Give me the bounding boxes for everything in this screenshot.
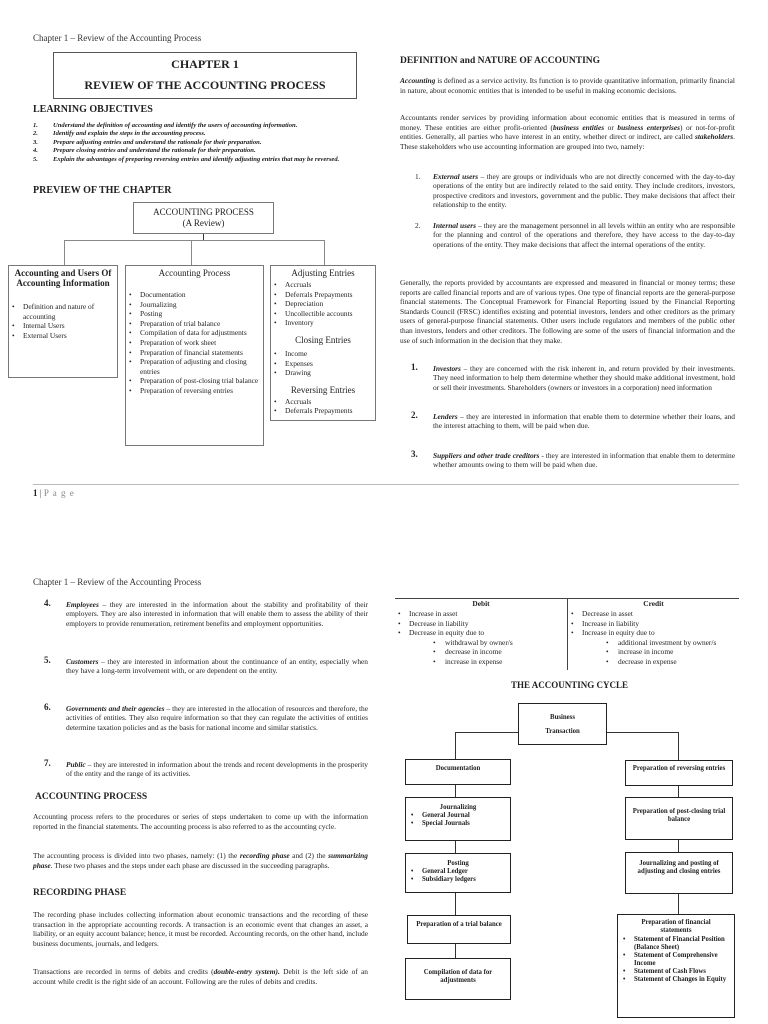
cycle-business-transaction: Business Transaction — [518, 703, 607, 745]
rule-subitem: • increase in expense — [395, 657, 567, 667]
chart-col-process-title: Accounting Process — [158, 268, 231, 278]
chart-item: • Accruals — [271, 397, 375, 407]
chart-item: • External Users — [9, 331, 117, 341]
cycle-financial-statements: Preparation of financial statements • Statement of Financial Position (Balance Sheet) • Statement of Comprehensive Income • Statement of Cash Flows • Statement of Changes in Equity — [617, 914, 735, 1018]
rule-item: • Decrease in asset — [568, 609, 739, 619]
cycle-reversing: Preparation of reversing entries — [625, 760, 733, 786]
cycle-connector — [455, 944, 456, 958]
user-group-item: 1. External users – they are groups or individuals who are not directly concerned with the day-to-day operations of the entity but are indirectly related to the said entity. They include creditors, investors, prospective creditors and investors, government and the public. They make decisions that affect their relationship to the entity. — [415, 172, 735, 210]
chart-col-entries — [270, 265, 376, 421]
user-item: 5. Customers – they are interested in information about the continuance of an entity, especially when they have a long-term involvement with, or are dependent on the entity. — [44, 655, 368, 676]
chart-col-reversing-title: Reversing Entries — [290, 384, 356, 395]
cycle-post-closing: Preparation of post-closing trial balance — [625, 797, 733, 840]
entities-paragraph: Accountants render services by providing information about economic entities that is measured in terms of money. These entities are either profit-oriented (business entities or business enterprises) or not-for-profit entities. Generally, all parties who have interest in an entity, whether direct or indirect, are called stakeholders. These stakeholders who use accounting information are grouped into two, namely: — [400, 113, 735, 151]
objectives-list — [33, 122, 369, 164]
chart-col-process-list — [126, 290, 263, 396]
chart-item: • Inventory — [271, 318, 375, 328]
phases-paragraph: The accounting process is divided into two phases, namely: (1) the recording phase and (2) the summarizing phase. These two phases and the steps under each phase are discussed in the succeeding paragraphs. — [33, 851, 368, 870]
cycle-posting: Posting • General Ledger • Subsidiary ledgers — [405, 853, 511, 893]
cycle-connector — [678, 894, 679, 914]
cycle-sub-item: • Statement of Changes in Equity — [618, 976, 734, 984]
chart-connector — [191, 240, 192, 265]
objective-item: 5. Explain the advantages of preparing reversing entries and identify adjusting entries that may be reversed. — [33, 155, 340, 163]
chart-item: • Preparation of work sheet — [126, 338, 263, 348]
preview-title: PREVIEW OF THE CHAPTER — [33, 185, 172, 196]
user-item: 3. Suppliers and other trade creditors - they are interested in information that enable them to determine whether amounts owing to them will be paid when due. — [411, 449, 735, 470]
chart-connector — [324, 240, 325, 265]
rule-item: • Increase in equity due to — [568, 628, 739, 638]
chart-item: • Documentation — [126, 290, 263, 300]
cycle-connector — [455, 732, 518, 733]
chart-item: • Depreciation — [271, 299, 375, 309]
chart-connector — [64, 240, 65, 265]
chart-root-sublabel: (A Review) — [182, 218, 225, 228]
debit-list — [395, 609, 567, 667]
running-head: Chapter 1 – Review of the Accounting Process — [33, 577, 202, 587]
cycle-trial-balance: Preparation of a trial balance — [407, 915, 511, 944]
chart-item: • Preparation of post-closing trial balance — [126, 376, 263, 386]
cycle-connector — [607, 732, 678, 733]
cycle-sub-item: • Statement of Financial Position (Balance Sheet) — [618, 936, 734, 952]
cycle-connector — [678, 732, 679, 760]
rule-subitem: • decrease in income — [395, 647, 567, 657]
cycle-connector — [455, 841, 456, 853]
credit-header: Credit — [643, 599, 664, 608]
chart-item: • Deferrals Prepayments — [271, 406, 375, 416]
accounting-process-paragraph: Accounting process refers to the procedures or series of steps undertaken to come up with the information reported in the financial statements. The accounting process is also referred to as the accounting cycle. — [33, 812, 368, 831]
user-item: 4. Employees – they are interested in the information about the stability and profitability of their employers. They are also interested in information that will enable them to assess the ability of their employers to provide renumeration, retirement benefits and employment opportunities. — [44, 598, 368, 628]
definition-paragraph: Accounting is defined as a service activity. Its function is to provide quantitative information, primarily financial in nature, about economic entities that is intended to be useful in making economic decisions. — [400, 76, 735, 95]
cycle-sub-item: • Special Journals — [406, 820, 510, 828]
chart-item: • Posting — [126, 309, 263, 319]
chart-connector — [64, 240, 324, 241]
chart-col-closing-title: Closing Entries — [295, 334, 351, 345]
cycle-sub-item: • General Journal — [406, 812, 510, 820]
recording-phase-title: RECORDING PHASE — [33, 888, 127, 898]
chart-item: • Preparation of trial balance — [126, 319, 263, 329]
chart-col-users-list — [9, 302, 117, 340]
chart-col-users-title: Accounting and Users Of Accounting Information — [14, 268, 112, 288]
running-head: Chapter 1 – Review of the Accounting Process — [33, 33, 202, 43]
chart-root-box — [133, 202, 274, 234]
recording-phase-paragraph: The recording phase includes collecting information about economic transactions and the recording of these transaction in the appropriate accounting records. A transaction is an economic event that changes an asset, a liability, or an equity account balance; hence, it must be recorded. Accounting records, on the other hand, include business documents, journals, and ledgers. — [33, 910, 368, 948]
chart-item: • Drawing — [271, 368, 375, 378]
chart-item: • Internal Users — [9, 321, 117, 331]
learning-objectives-title: LEARNING OBJECTIVES — [33, 104, 153, 115]
page-footer: 1 | P a g e — [33, 488, 75, 498]
page-divider — [33, 484, 739, 485]
chart-col-adjusting-title: Adjusting Entries — [291, 268, 355, 278]
chapter-title: REVIEW OF THE ACCOUNTING PROCESS — [84, 78, 326, 92]
cycle-adjusting-closing: Journalizing and posting of adjusting and closing entries — [625, 852, 733, 894]
chart-item: • Accruals — [271, 280, 375, 290]
chart-col-reversing-list — [271, 397, 375, 416]
chart-item: • Income — [271, 349, 375, 359]
debit-credit-table — [395, 598, 739, 669]
cycle-sub-item: • Subsidiary ledgers — [406, 876, 510, 884]
chart-col-process — [125, 265, 264, 446]
rule-subitem: • additional investment by owner/s — [568, 638, 739, 648]
chart-root-label: ACCOUNTING PROCESS — [153, 207, 254, 217]
rule-item: • Decrease in equity due to — [395, 628, 567, 638]
cycle-sub-item: • Statement of Comprehensive Income — [618, 952, 734, 968]
user-item: 2. Lenders – they are interested in information that enable them to determine whether their loans, and the interest attaching to them, will be paid when due. — [411, 410, 735, 431]
cycle-connector — [455, 732, 456, 759]
rule-item: • Decrease in liability — [395, 619, 567, 629]
chart-col-adjusting-list — [271, 280, 375, 328]
chart-item: • Journalizing — [126, 300, 263, 310]
chart-item: • Expenses — [271, 359, 375, 369]
chart-item: • Deferrals Prepayments — [271, 290, 375, 300]
cycle-connector — [678, 840, 679, 852]
cycle-connector — [455, 893, 456, 915]
chart-item: • Compilation of data for adjustments — [126, 328, 263, 338]
user-item: 7. Public – they are interested in information about the trends and recent developments in the prosperity of the entity and the range of its activities. — [44, 758, 368, 779]
cycle-sub-item: • Statement of Cash Flows — [618, 968, 734, 976]
cycle-connector — [678, 786, 679, 797]
chart-col-users — [8, 265, 118, 378]
chart-col-closing-list — [271, 349, 375, 378]
rule-item: • Increase in liability — [568, 619, 739, 629]
rule-subitem: • decrease in expense — [568, 657, 739, 667]
definition-title: DEFINITION and NATURE OF ACCOUNTING — [400, 56, 601, 66]
cycle-sub-item: • General Ledger — [406, 868, 510, 876]
accounting-process-title: ACCOUNTING PROCESS — [35, 792, 148, 802]
chart-item: • Preparation of adjusting and closing entries — [126, 357, 263, 376]
cycle-connector — [455, 785, 456, 797]
cycle-compilation: Compilation of data for adjustments — [405, 958, 511, 1000]
chapter-title-box — [53, 52, 357, 99]
chart-item: • Preparation of reversing entries — [126, 386, 263, 396]
rule-subitem: • increase in income — [568, 647, 739, 657]
user-item: 1. Investors – they are concerned with the risk inherent in, and return provided by their investments. They need information to help them determine whether they should make additional investment, hold or sell their investments. Shareholders (owners or investors in a corporation) need information — [411, 362, 735, 392]
credit-list — [568, 609, 739, 667]
objective-item: 1. Understand the definition of accounting and identify the users of accounting information. — [33, 122, 298, 129]
chart-item: • Definition and nature of accounting — [9, 302, 117, 321]
user-item: 6. Governments and their agencies – they are interested in the allocation of resources and therefore, the activities of entities. They also require information so that they can regulate the activities of entities determine taxation policies and as the basis for national income and similar statistics. — [44, 702, 368, 732]
objective-item: 3. Prepare adjusting entries and understand the rationale for their preparation. — [33, 138, 262, 146]
reports-paragraph: Generally, the reports provided by accountants are expressed and measured in financial or money terms; these reports are called financial reports and are of various types. One type of financial reports are the general-purpose financial statements. The Conceptual Framework for Financial Reporting issued by the Financial Reporting Standards Council (FRSC) identifies existing and potential investors, lenders and other creditors as the primary users of general-purpose financial statements. Other users include regulators and members of the public other than investors, lenders and other creditors. The following are some of the users of financial information and the use of such information in the decision that they make. — [400, 278, 735, 345]
cycle-documentation: Documentation — [405, 759, 511, 785]
objective-item: 2. Identify and explain the steps in the accounting process. — [33, 130, 206, 138]
rule-subitem: • withdrawal by owner/s — [395, 638, 567, 648]
cycle-title: THE ACCOUNTING CYCLE — [511, 680, 629, 690]
chart-item: • Preparation of financial statements — [126, 348, 263, 358]
objective-item: 4. Prepare closing entries and understand the rationale for their preparation. — [33, 147, 256, 155]
debit-header: Debit — [472, 599, 490, 608]
user-group-item: 2. Internal users – they are the management personnel in all levels within an entity who are responsible for the planning and control of the operations and therefore, they have access to the day-to-day operations of the entity. They make decisions that affect the internal operations of the entity. — [415, 221, 735, 249]
chapter-label: CHAPTER 1 — [171, 57, 239, 71]
rule-item: • Increase in asset — [395, 609, 567, 619]
chart-item: • Uncollectible accounts — [271, 309, 375, 319]
cycle-journalizing: Journalizing • General Journal • Special Journals — [405, 797, 511, 841]
debits-credits-paragraph: Transactions are recorded in terms of debits and credits (double-entry system). Debit is the left side of an account while credit is the right side of an account. Following are the rules of debits and credits. — [33, 967, 368, 986]
